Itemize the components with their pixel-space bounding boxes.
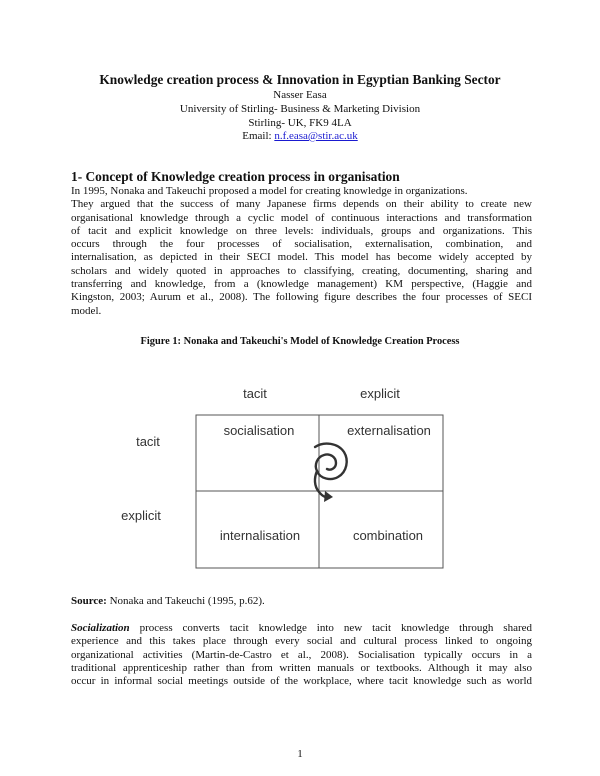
quadrant-socialisation: socialisation bbox=[223, 423, 295, 438]
paragraph-line: organisational knowledge through a cyclic model of continuous interactions and transformation bbox=[71, 211, 532, 224]
paragraph-line: model. bbox=[71, 304, 102, 317]
column-label-explicit: explicit bbox=[360, 386, 400, 401]
email-label: Email: bbox=[242, 130, 272, 142]
paragraph-line: Kingston, 2003; Aurum et al., 2008). The following figure describes the four processes of SECI bbox=[71, 291, 532, 304]
row-label-explicit: explicit bbox=[121, 508, 161, 523]
paragraph-line: occur in informal social meetings outside of the workplace, where tacit knowledge such as world bbox=[71, 675, 532, 688]
author-name: Nasser Easa bbox=[273, 89, 327, 101]
author-address: Stirling- UK, FK9 4LA bbox=[248, 117, 352, 129]
socialization-paragraph bbox=[71, 622, 532, 688]
column-label-tacit: tacit bbox=[243, 386, 267, 401]
paragraph-line: of tacit and explicit knowledge on three levels: individuals, groups and organizations. This bbox=[71, 224, 532, 237]
quadrant-externalisation: externalisation bbox=[347, 423, 431, 438]
figure-source bbox=[71, 595, 265, 607]
email-link[interactable]: n.f.easa@stir.ac.uk bbox=[274, 130, 358, 142]
quadrant-internalisation: internalisation bbox=[219, 528, 301, 543]
section-heading: 1- Concept of Knowledge creation process in organisation bbox=[71, 169, 400, 184]
paragraph-line: scholars and widely quoted in approaches to classifying, creating, documenting, sharing and bbox=[71, 264, 532, 277]
paragraph-line: organizational activities (Martin-de-Castro et al., 2008). Socialisation typically occurs in a bbox=[71, 648, 532, 661]
socialization-first-line: process converts tacit knowledge into new tacit knowledge through shared bbox=[139, 622, 533, 634]
author-affiliation: University of Stirling- Business & Marketing Division bbox=[179, 103, 421, 115]
socialization-term: Socialization bbox=[71, 622, 130, 634]
paragraph-line: transferring and knowledge, from a (knowledge management) KM perspective, (Haggie and bbox=[71, 278, 532, 291]
knowledge-spiral-icon bbox=[315, 444, 347, 502]
paper-title: Knowledge creation process & Innovation in Egyptian Banking Sector bbox=[99, 72, 501, 87]
paragraph-line: occurs through the four processes of socialisation, externalisation, combination, and bbox=[71, 238, 532, 251]
quadrant-combination: combination bbox=[352, 528, 424, 543]
source-text: Nonaka and Takeuchi (1995, p.62). bbox=[109, 595, 265, 607]
paragraph-line: They argued that the success of many Japanese firms depends on their ability to create new bbox=[71, 198, 532, 211]
row-label-tacit: tacit bbox=[136, 434, 160, 449]
figure-caption: Figure 1: Nonaka and Takeuchi's Model of Knowledge Creation Process bbox=[140, 336, 460, 347]
page-number: 1 bbox=[297, 748, 303, 760]
paragraph-line: In 1995, Nonaka and Takeuchi proposed a model for creating knowledge in organizations. bbox=[71, 185, 468, 197]
paragraph-line bbox=[71, 622, 532, 635]
paragraph-line: internalisation, as depicted in their SECI model. This model has become widely accepted by bbox=[71, 251, 532, 264]
paragraph-line: traditional apprenticeship rather than from written manuals or textbooks. Although it may also bbox=[71, 661, 532, 674]
paragraph-line: experience and this takes place through every social and cultural process linked to ongoing bbox=[71, 635, 532, 648]
spiral-arrowhead bbox=[324, 491, 333, 502]
source-label: Source: bbox=[71, 595, 107, 607]
